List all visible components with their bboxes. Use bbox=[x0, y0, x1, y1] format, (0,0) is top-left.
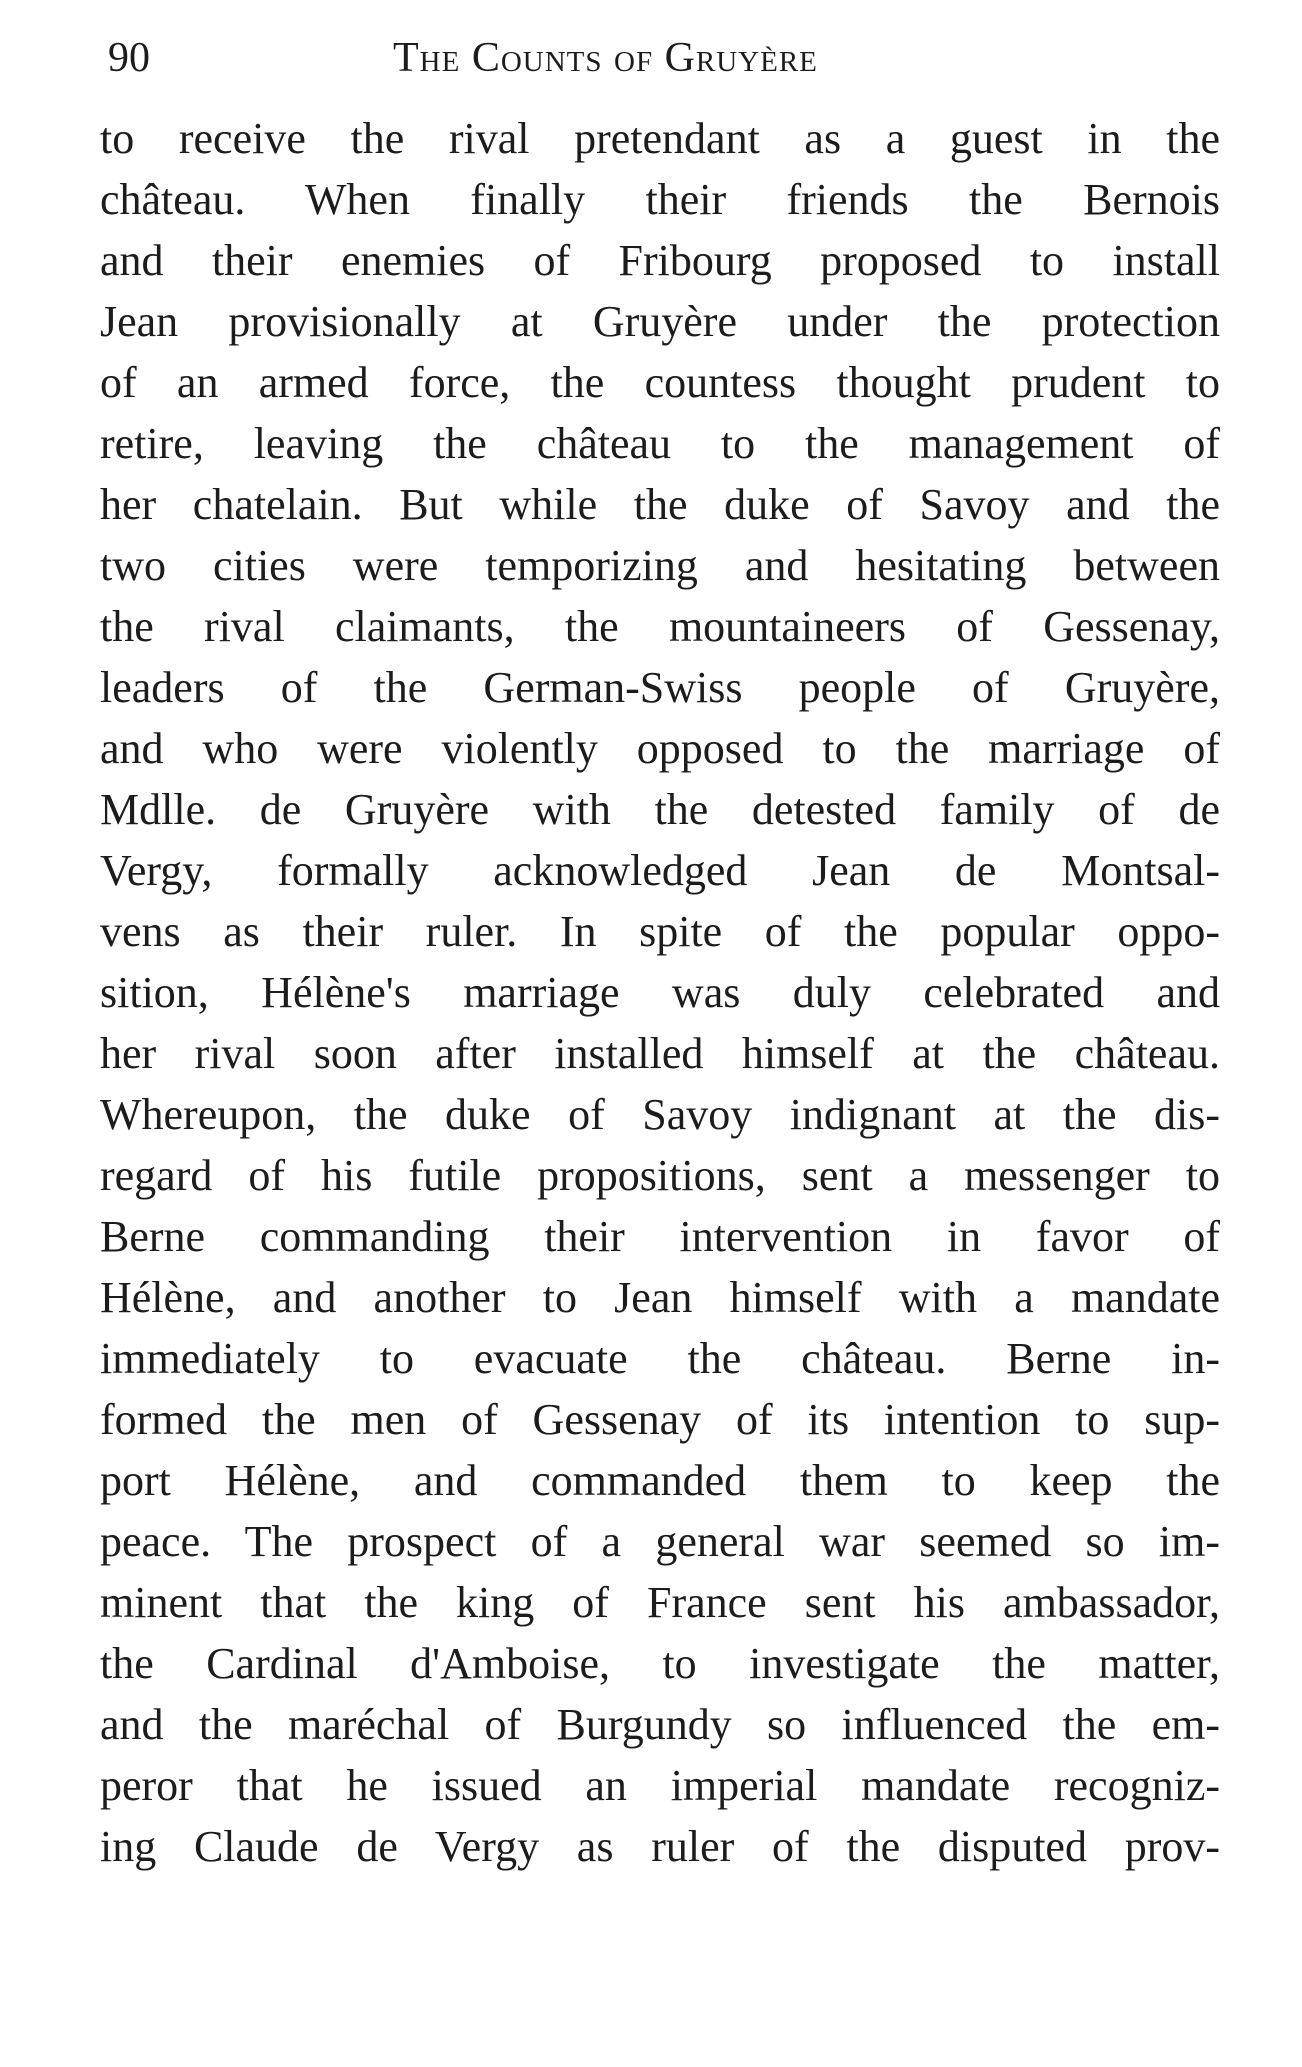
text-line: leaders of the German-Swiss people of Gruyère, bbox=[100, 663, 1220, 712]
text-line: regard of his futile propositions, sent a messenger to bbox=[100, 1151, 1220, 1200]
text-line: peror that he issued an imperial mandate recogniz- bbox=[100, 1761, 1220, 1810]
text-line: Hélène, and another to Jean himself with a mandate bbox=[100, 1273, 1220, 1322]
body-text bbox=[100, 108, 1220, 1877]
text-line: to receive the rival pretendant as a guest in the bbox=[100, 114, 1220, 163]
text-line: château. When finally their friends the Bernois bbox=[100, 175, 1220, 224]
text-line: minent that the king of France sent his ambassador, bbox=[100, 1578, 1220, 1627]
text-line: her chatelain. But while the duke of Savoy and the bbox=[100, 480, 1220, 529]
text-line: two cities were temporizing and hesitating between bbox=[100, 541, 1220, 590]
text-line: Berne commanding their intervention in favor of bbox=[100, 1212, 1220, 1261]
text-line: peace. The prospect of a general war seemed so im- bbox=[100, 1517, 1220, 1566]
text-line: retire, leaving the château to the management of bbox=[100, 419, 1220, 468]
text-line: formed the men of Gessenay of its intention to sup- bbox=[100, 1395, 1220, 1444]
text-line: ing Claude de Vergy as ruler of the disputed prov- bbox=[100, 1822, 1220, 1871]
page-header bbox=[108, 30, 948, 86]
text-line: Vergy, formally acknowledged Jean de Montsal- bbox=[100, 846, 1220, 895]
text-line: the rival claimants, the mountaineers of Gessenay, bbox=[100, 602, 1220, 651]
text-line: and their enemies of Fribourg proposed to install bbox=[100, 236, 1220, 285]
text-line: immediately to evacuate the château. Berne in- bbox=[100, 1334, 1220, 1383]
text-line: and the maréchal of Burgundy so influenced the em- bbox=[100, 1700, 1220, 1749]
text-line: the Cardinal d'Amboise, to investigate the matter, bbox=[100, 1639, 1220, 1688]
text-line: her rival soon after installed himself at the château. bbox=[100, 1029, 1220, 1078]
text-line: vens as their ruler. In spite of the popular oppo- bbox=[100, 907, 1220, 956]
text-line: of an armed force, the countess thought prudent to bbox=[100, 358, 1220, 407]
text-line: and who were violently opposed to the marriage of bbox=[100, 724, 1220, 773]
running-head: The Counts of Gruyère bbox=[393, 35, 818, 81]
text-line: Whereupon, the duke of Savoy indignant at the dis- bbox=[100, 1090, 1220, 1139]
text-line: sition, Hélène's marriage was duly celebrated and bbox=[100, 968, 1220, 1017]
text-line: Jean provisionally at Gruyère under the protection bbox=[100, 297, 1220, 346]
text-line: port Hélène, and commanded them to keep the bbox=[100, 1456, 1220, 1505]
page-number: 90 bbox=[108, 35, 150, 81]
text-line: Mdlle. de Gruyère with the detested family of de bbox=[100, 785, 1220, 834]
